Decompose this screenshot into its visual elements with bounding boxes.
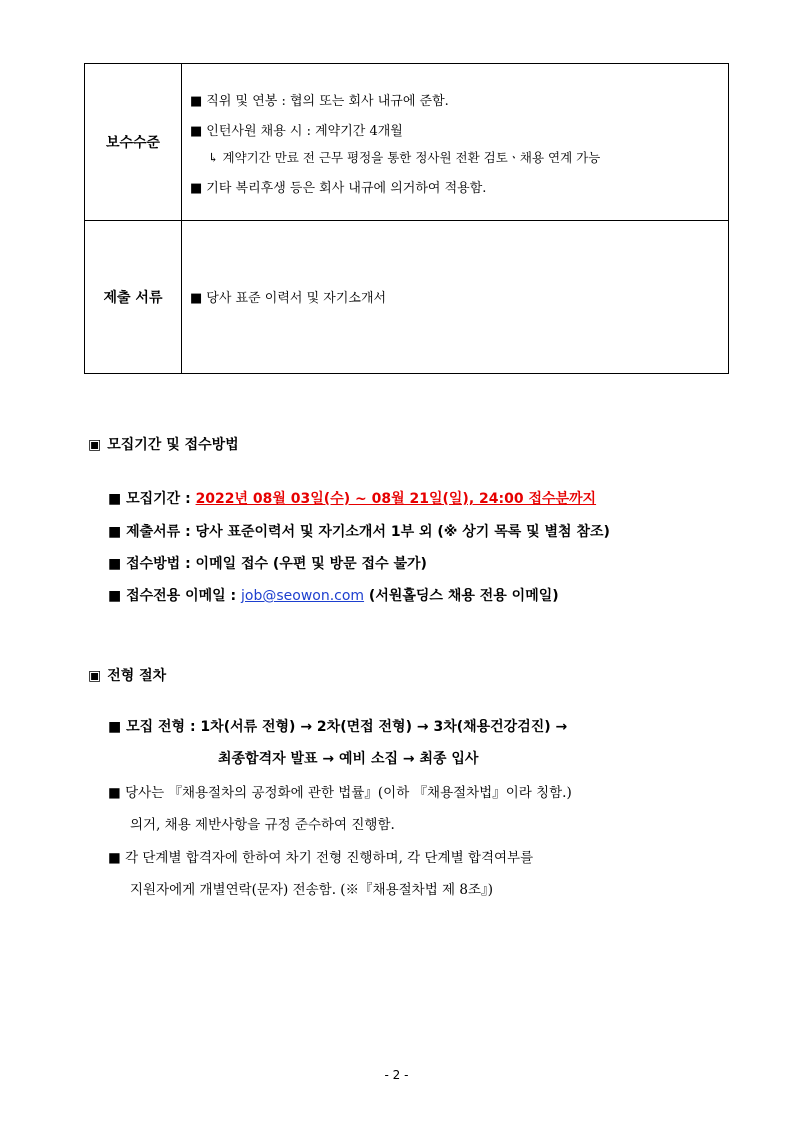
process-line-1: ■ 모집 전형 : 1차(서류 전형) → 2차(면접 전형) → 3차(채용건강검진) →: [108, 719, 568, 735]
pay-line-3: ↳ 계약기간 만료 전 근무 평정을 통한 정사원 전환 검토ㆍ채용 연계 가능: [208, 150, 601, 165]
recruit-method: ■ 접수방법 : 이메일 접수 (우편 및 방문 접수 불가): [108, 556, 427, 572]
pay-row: [85, 64, 728, 221]
docs-line-1: ■ 당사 표준 이력서 및 자기소개서: [190, 291, 387, 306]
process-p1a: ■ 당사는 『채용절차의 공정화에 관한 법률』(이하 『채용절차법』이라 칭함.): [108, 785, 572, 801]
recruit-period: ■ 모집기간 : 2022년 08월 03일(수) ~ 08월 21일(일), 24:00 접수분까지: [108, 491, 597, 507]
page-number: - 2 -: [384, 1068, 409, 1082]
period-value: 2022년 08월 03일(수) ~ 08월 21일(일), 24:00 접수분까지: [195, 491, 597, 507]
process-p2a: ■ 각 단계별 합격자에 한하여 차기 전형 진행하며, 각 단계별 합격여부를: [108, 850, 534, 866]
pay-line-2: ■ 인턴사원 채용 시 : 계약기간 4개월: [190, 124, 403, 139]
pay-label: 보수수준: [85, 64, 182, 220]
recruit-email: ■ 접수전용 이메일 : job@seowon.com (서원홀딩스 채용 전용 이메일): [108, 588, 559, 604]
pay-line-1: ■ 직위 및 연봉 : 협의 또는 회사 내규에 준함.: [190, 94, 449, 109]
docs-label: 제출 서류: [85, 221, 182, 373]
docs-content: [182, 221, 728, 373]
recruit-docs: ■ 제출서류 : 당사 표준이력서 및 자기소개서 1부 외 (※ 상기 목록 및 별첨 참조): [108, 524, 610, 540]
process-p2b: 지원자에게 개별연락(문자) 전송함. (※『채용절차법 제 8조』): [130, 882, 494, 898]
process-p1b: 의거, 채용 제반사항을 규정 준수하여 진행함.: [130, 817, 395, 833]
process-heading: ▣ 전형 절차: [88, 668, 167, 684]
pay-line-4: ■ 기타 복리후생 등은 회사 내규에 의거하여 적용함.: [190, 181, 487, 196]
recruit-heading: ▣ 모집기간 및 접수방법: [88, 437, 239, 453]
process-line-2: 최종합격자 발표 → 예비 소집 → 최종 입사: [218, 751, 479, 767]
docs-row: [85, 221, 728, 373]
email-link[interactable]: job@seowon.com: [241, 588, 365, 604]
info-table: [84, 63, 729, 374]
pay-content: [182, 64, 728, 220]
